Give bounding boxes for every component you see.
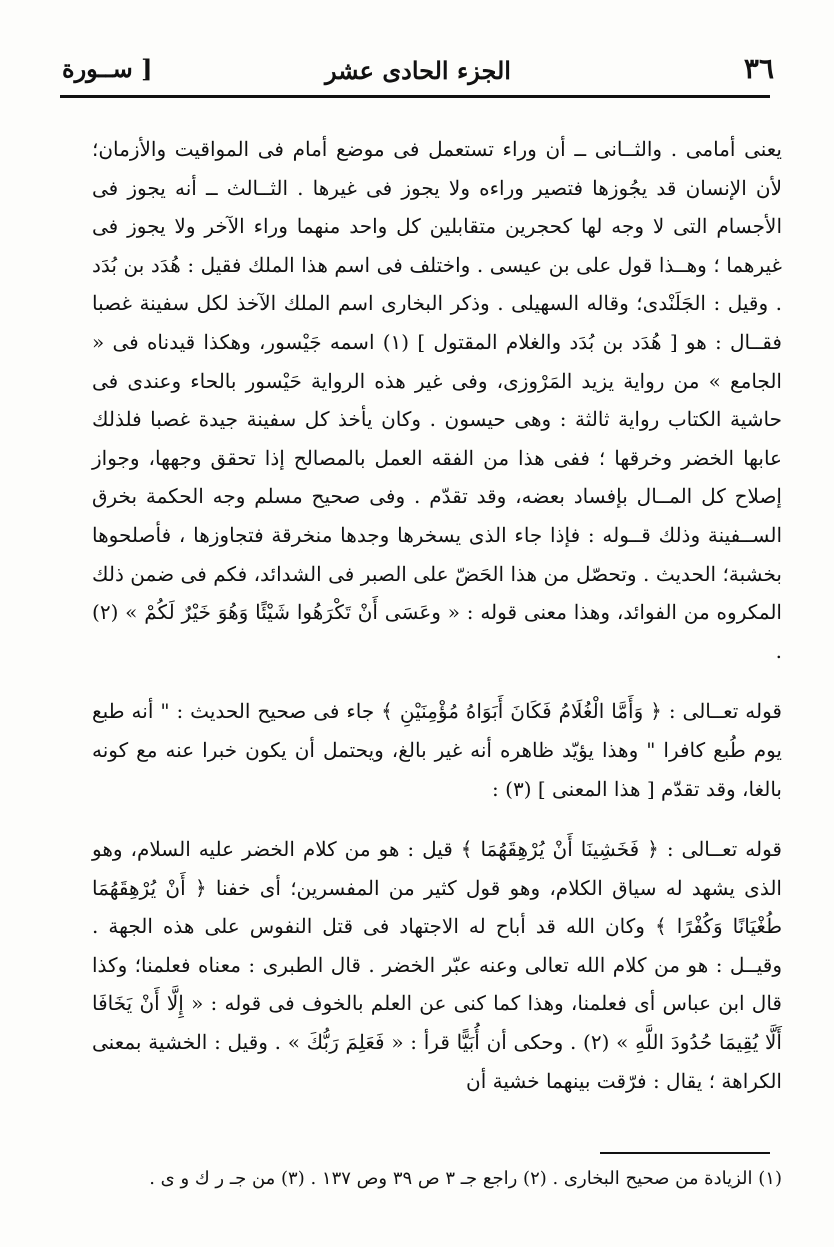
main-text <box>92 130 782 1100</box>
header-rule <box>60 95 770 98</box>
footnote-rule <box>600 1152 770 1154</box>
running-title: الجزء الحادى عشر <box>325 56 511 85</box>
paragraph-3: قوله تعــالى : ﴿ فَخَشِينَا أَنْ يُرْهِقَهُمَا ﴾ قيل : هو من كلام الخضر عليه السلام، وهو الذى يشهد له سياق الكلام، وهو قول كثير من المفسرين؛ أى خفنا ﴿ أَنْ يُرْهِقَهُمَا طُغْيَانًا وَكُفْرًا ﴾ وكان الله قد أباح له الاجتهاد فى قتل النفوس على هذه الجهة . وقيــل : هو من كلام الله تعالى وعنه عبّر الخضر . قال الطبرى : معناه فعلمنا؛ وكذا قال ابن عباس أى فعلمنا، وهذا كما كنى عن العلم بالخوف فى قوله : « إِلَّا أَنْ يَخَافَا أَلَّا يُقِيمَا حُدُودَ اللَّهِ » (٢) . وحكى أن أُبَيًّا قرأ : « فَعَلِمَ رَبُّكَ » . وقيل : الخشية بمعنى الكراهة ؛ يقال : فرّقت بينهما خشية أن <box>92 837 782 1093</box>
page-number: ٣٦ <box>743 52 774 85</box>
surah-heading: [ ســورة <box>62 54 153 83</box>
footnotes: (١) الزيادة من صحيح البخارى . (٢) راجع جـ ٣ ص ٣٩ وص ١٣٧ . (٣) من جـ ر ك و ى . <box>149 1168 782 1189</box>
paragraph-2: قوله تعــالى : ﴿ وَأَمَّا الْغُلَامُ فَكَانَ أَبَوَاهُ مُؤْمِنَيْنِ ﴾ جاء فى صحيح الحديث : " أنه طبع يوم طُبع كافرا " وهذا يؤيّد ظاهره أنه غير بالغ، ويحتمل أن يكون خبرا عنه مع كونه بالغا، وقد تقدّم [ هذا المعنى ] (٣) : <box>92 699 782 801</box>
page-header <box>62 50 774 98</box>
paragraph-1: يعنى أمامى . والثــانى ــ أن وراء تستعمل فى موضع أمام فى المواقيت والأزمان؛ لأن الإنسان قد يجُوزها فتصير وراءه ولا يجوز فى غيرها . الثــالث ــ أنه يجوز فى الأجسام التى لا وجه لها كحجرين متقابلين كل واحد منهما وراء الآخر ولا يجوز فى غيرهما ؛ وهــذا قول على بن عيسى . واختلف فى اسم هذا الملك فقيل : هُدَد بن بُدَد . وقيل : الجَلَنْدى؛ وقاله السهيلى . وذكر البخارى اسم الملك الآخذ لكل سفينة غصبا فقــال : هو [ هُدَد بن بُدَد والغلام المقتول ] (١) اسمه جَيْسور، وهكذا قيدناه فى « الجامع » من رواية يزيد المَرْوزى، وفى غير هذه الرواية حَيْسور بالحاء وعندى فى حاشية الكتاب رواية ثالثة : وهى حيسون . وكان يأخذ كل سفينة جيدة غصبا فلذلك عابها الخضر وخرقها ؛ ففى هذا من الفقه العمل بالمصالح إذا تحقق وجهها، وجواز إصلاح كل المــال بإفساد بعضه، وقد تقدّم . وفى صحيح مسلم وجه الحكمة بخرق الســفينة وذلك قــوله : فإذا جاء الذى يسخرها وجدها منخرقة فتجاوزها ، فأصلحوها بخشبة؛ الحديث . وتحصّل من هذا الحَضّ على الصبر فى الشدائد، فكم فى ضمن ذلك المكروه من الفوائد، وهذا معنى قوله : « وعَسَى أَنْ تَكْرَهُوا شَيْئًا وَهُوَ خَيْرٌ لَكُمْ » (٢) . <box>92 137 782 663</box>
